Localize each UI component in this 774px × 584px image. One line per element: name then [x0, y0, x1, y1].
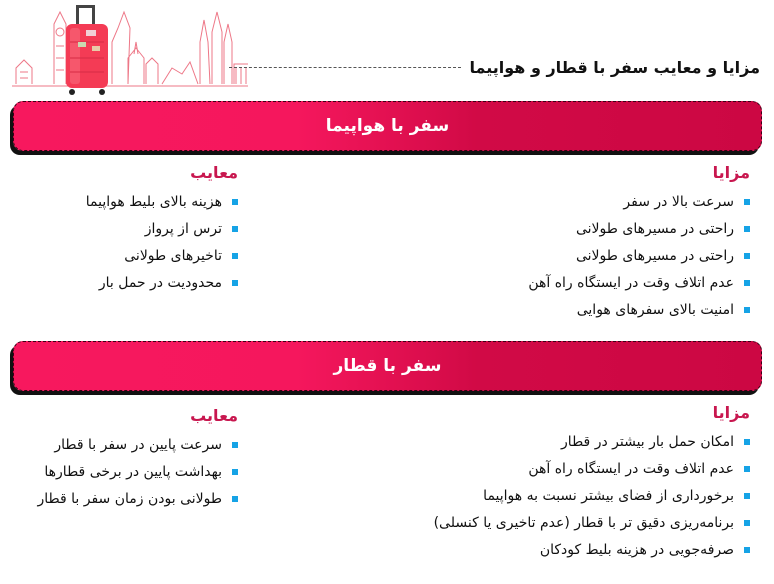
- square-bullet-icon: [232, 442, 238, 448]
- train-pros: [434, 403, 750, 563]
- list-item: سرعت پایین در سفر با قطار: [37, 431, 238, 458]
- page-title: مزایا و معایب سفر با قطار و هواپیما: [469, 58, 760, 77]
- square-bullet-icon: [232, 199, 238, 205]
- square-bullet-icon: [232, 469, 238, 475]
- square-bullet-icon: [744, 253, 750, 259]
- list-item: صرفه‌جویی در هزینه بلیط کودکان: [434, 536, 750, 563]
- section-banner-airplane: [13, 101, 762, 151]
- list-item: امنیت بالای سفرهای هوایی: [528, 296, 750, 323]
- section-title: سفر با قطار: [333, 356, 442, 376]
- square-bullet-icon: [744, 520, 750, 526]
- cons-list: [86, 188, 238, 296]
- list-item: طولانی بودن زمان سفر با قطار: [37, 485, 238, 512]
- pros-heading: مزایا: [712, 163, 750, 182]
- square-bullet-icon: [744, 439, 750, 445]
- square-bullet-icon: [744, 493, 750, 499]
- list-item: برخورداری از فضای بیشتر نسبت به هواپیما: [434, 482, 750, 509]
- square-bullet-icon: [232, 496, 238, 502]
- square-bullet-icon: [232, 226, 238, 232]
- list-item: ترس از پرواز: [86, 215, 238, 242]
- cons-heading: معایب: [190, 406, 238, 425]
- header: [0, 0, 774, 100]
- list-item: برنامه‌ریزی دقیق تر با قطار (عدم تاخیری یا کنسلی): [434, 509, 750, 536]
- section-title: سفر با هواپیما: [325, 116, 450, 136]
- pros-heading: مزایا: [712, 403, 750, 422]
- title-row: [229, 58, 760, 77]
- list-item: سرعت بالا در سفر: [528, 188, 750, 215]
- square-bullet-icon: [232, 280, 238, 286]
- cons-heading: معایب: [190, 163, 238, 182]
- travel-illustration-icon: [12, 2, 248, 98]
- airplane-cons: [86, 163, 238, 296]
- square-bullet-icon: [744, 226, 750, 232]
- square-bullet-icon: [744, 466, 750, 472]
- cons-list: [37, 431, 238, 512]
- square-bullet-icon: [744, 547, 750, 553]
- list-item: هزینه بالای بلیط هواپیما: [86, 188, 238, 215]
- list-item: بهداشت پایین در برخی قطارها: [37, 458, 238, 485]
- list-item: راحتی در مسیرهای طولانی: [528, 242, 750, 269]
- list-item: امکان حمل بار بیشتر در قطار: [434, 428, 750, 455]
- train-cons: [37, 406, 238, 512]
- list-item: محدودیت در حمل بار: [86, 269, 238, 296]
- pros-list: [434, 428, 750, 563]
- airplane-pros: [528, 163, 750, 323]
- square-bullet-icon: [232, 253, 238, 259]
- list-item: راحتی در مسیرهای طولانی: [528, 215, 750, 242]
- dashed-divider: [229, 67, 461, 68]
- list-item: تاخیرهای طولانی: [86, 242, 238, 269]
- square-bullet-icon: [744, 280, 750, 286]
- square-bullet-icon: [744, 307, 750, 313]
- section-banner-train: [13, 341, 762, 391]
- pros-list: [528, 188, 750, 323]
- list-item: عدم اتلاف وقت در ایستگاه راه آهن: [528, 269, 750, 296]
- square-bullet-icon: [744, 199, 750, 205]
- list-item: عدم اتلاف وقت در ایستگاه راه آهن: [434, 455, 750, 482]
